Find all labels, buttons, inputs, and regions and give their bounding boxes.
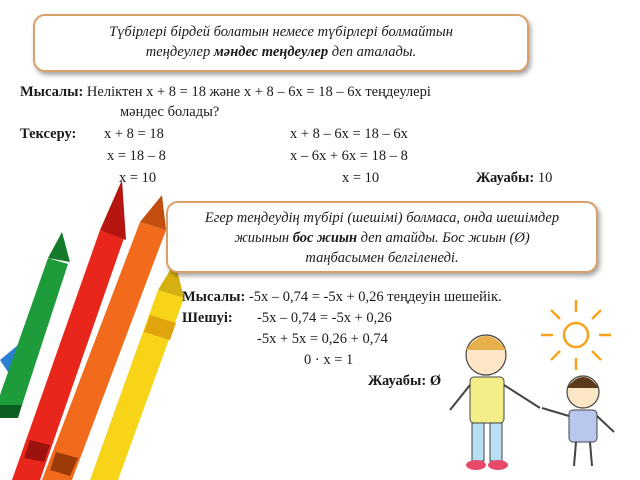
example2-answer-label: Жауабы: bbox=[368, 373, 427, 389]
note-line-1: Егер теңдеудің түбірі (шешімі) болмаса, онда шешімдер bbox=[204, 210, 560, 226]
check-answer-value: 10 bbox=[537, 170, 553, 186]
example2-text: -5x – 0,74 = -5x + 0,26 теңдеуін шешейік. bbox=[248, 289, 502, 305]
solution-label: Шешуі: bbox=[182, 310, 233, 326]
check-right-2: x – 6x + 6x = 18 – 8 bbox=[290, 148, 408, 164]
example1-text-2: мәндес болады? bbox=[120, 104, 220, 120]
definition-line-2: теңдеулер мәндес теңдеулер деп аталады. bbox=[145, 44, 417, 60]
example2-answer-value: Ø bbox=[429, 373, 442, 389]
note-line-2: жиынын бос жиын деп атайды. Бос жиын (Ø) bbox=[234, 230, 530, 246]
check-label: Тексеру: bbox=[20, 126, 77, 142]
check-right-3: x = 10 bbox=[342, 170, 380, 186]
child-figure-icon bbox=[542, 376, 614, 466]
definition-line-1: Түбірлері бірдей болатын немесе түбірлері болмайтын bbox=[109, 24, 453, 40]
example2-line bbox=[182, 289, 502, 306]
definition-box bbox=[33, 14, 529, 72]
check-left-2: x = 18 – 8 bbox=[107, 148, 166, 164]
child-figure-icon bbox=[450, 335, 540, 470]
example1-line bbox=[20, 84, 431, 101]
term-equivalent-equations: мәндес теңдеулер bbox=[213, 44, 329, 60]
check-answer-label: Жауабы: bbox=[476, 170, 535, 186]
example2-label: Мысалы: bbox=[182, 289, 246, 305]
solution-step-1: -5x – 0,74 = -5x + 0,26 bbox=[257, 310, 392, 326]
check-answer bbox=[476, 170, 552, 187]
example1-text: Неліктен x + 8 = 18 және x + 8 – 6x = 18 – 6x теңдеулері bbox=[86, 84, 431, 100]
solution-step-2: -5x + 5x = 0,26 + 0,74 bbox=[257, 331, 388, 347]
example1-label: Мысалы: bbox=[20, 84, 84, 100]
check-left-1: x + 8 = 18 bbox=[104, 126, 164, 142]
check-left-3: x = 10 bbox=[119, 170, 157, 186]
note-line-3: таңбасымен белгіленеді. bbox=[305, 250, 459, 266]
empty-set-note-box bbox=[166, 201, 598, 273]
solution-step-3: 0 · x = 1 bbox=[304, 352, 354, 368]
check-right-1: x + 8 – 6x = 18 – 6x bbox=[290, 126, 408, 142]
example2-answer bbox=[368, 373, 441, 390]
sun-icon bbox=[541, 300, 611, 370]
term-empty-set: бос жиын bbox=[292, 230, 358, 246]
